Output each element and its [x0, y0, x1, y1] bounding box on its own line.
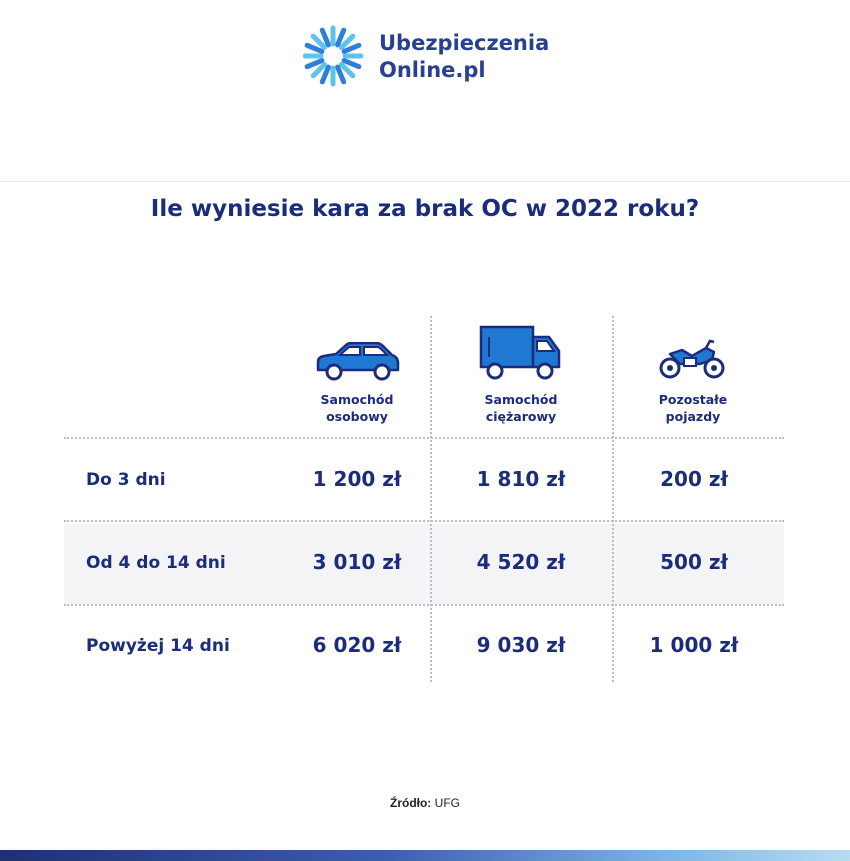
- page-title: Ile wyniesie kara za brak OC w 2022 roku?: [150, 196, 700, 222]
- fine-value: 200 zł: [660, 467, 728, 491]
- vehicle-label-car: Samochód osobowy: [320, 392, 394, 424]
- truck-icon: [479, 325, 561, 386]
- logo-text: [379, 30, 549, 84]
- motorcycle-icon: [656, 338, 726, 385]
- row-divider: [64, 437, 784, 439]
- fine-value: 3 010 zł: [312, 550, 402, 574]
- row-divider: [64, 520, 784, 522]
- car-icon: [314, 342, 400, 387]
- vehicle-label-other: Pozostałe pojazdy: [658, 392, 728, 424]
- row-label: Do 3 dni: [86, 470, 166, 490]
- column-divider: [612, 316, 614, 682]
- fine-value: 500 zł: [660, 550, 728, 574]
- fine-value: 9 030 zł: [476, 633, 566, 657]
- source-note: [0, 796, 850, 810]
- column-divider: [430, 316, 432, 682]
- row-label: Od 4 do 14 dni: [86, 553, 226, 573]
- fine-value: 4 520 zł: [476, 550, 566, 574]
- row-divider: [64, 604, 784, 606]
- bottom-gradient-bar: [0, 850, 850, 861]
- source-value: UFG: [434, 796, 460, 810]
- fine-value: 6 020 zł: [312, 633, 402, 657]
- row-label: Powyżej 14 dni: [86, 636, 230, 656]
- header-divider: [0, 181, 850, 182]
- logo-burst-icon: [303, 20, 367, 92]
- logo-line-1: Ubezpieczenia: [379, 31, 550, 55]
- logo-line-2: Online.pl: [379, 58, 486, 82]
- fine-value: 1 200 zł: [312, 467, 402, 491]
- fine-value: 1 000 zł: [649, 633, 739, 657]
- source-label: Źródło:: [389, 796, 432, 810]
- fine-value: 1 810 zł: [476, 467, 566, 491]
- logo: [303, 20, 563, 92]
- vehicle-label-truck: Samochód ciężarowy: [484, 392, 558, 424]
